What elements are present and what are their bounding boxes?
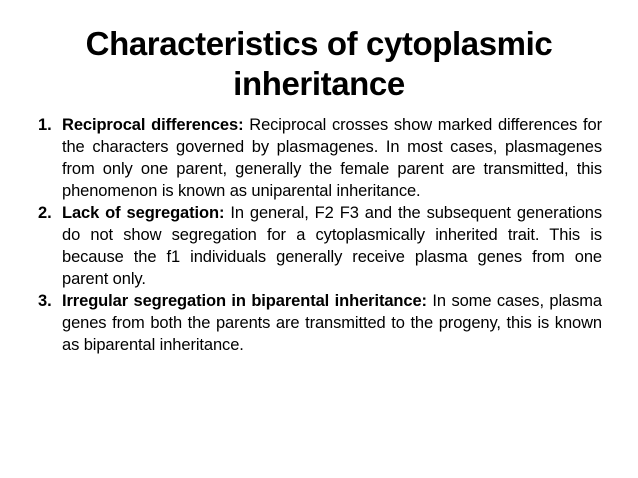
- list-item-reciprocal-differences: [38, 114, 602, 202]
- list-item-number: 3.: [38, 292, 52, 310]
- characteristics-list: [38, 114, 602, 356]
- list-item-term: Lack of segregation:: [62, 204, 225, 222]
- list-item-text: Reciprocal crosses show marked differences for the characters governed by plasmagenes. In most cases, plasmagenes from only one parent, generally the female parent are transmitted, this phenomenon is known as uniparental inheritance.: [62, 116, 603, 200]
- list-item-text: In general, F2 F3 and the subsequent generations do not show segregation for a cytoplasmically inherited trait. This is because the f1 individuals generally receive plasma genes from one parent only.: [62, 204, 602, 288]
- slide-title-line-2: inheritance: [233, 65, 405, 102]
- slide-title: [40, 24, 598, 104]
- slide-title-line-1: Characteristics of cytoplasmic: [85, 25, 553, 62]
- list-item-term: Reciprocal differences:: [62, 116, 244, 134]
- list-item-number: 2.: [38, 204, 52, 222]
- list-item-term: Irregular segregation in biparental inheritance:: [62, 292, 427, 310]
- list-item-irregular-segregation: [38, 290, 602, 356]
- list-item-number: 1.: [38, 116, 52, 134]
- list-item-text: In some cases, plasma genes from both the parents are transmitted to the progeny, this is known as biparental inheritance.: [62, 292, 602, 354]
- list-item-lack-of-segregation: [38, 202, 602, 290]
